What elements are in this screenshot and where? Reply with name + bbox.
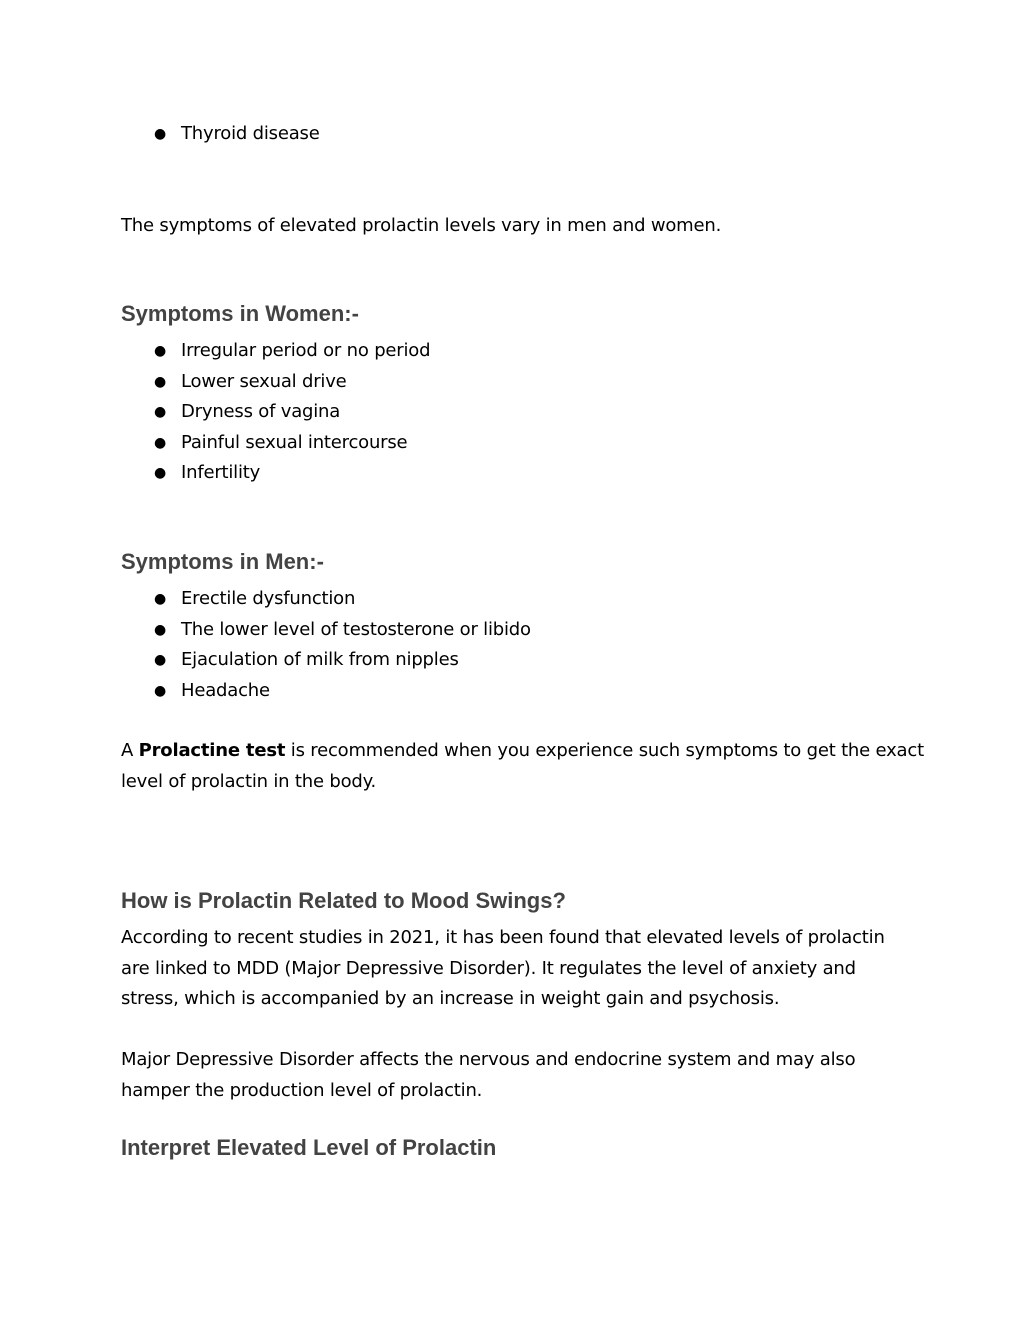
paragraph-line: are linked to MDD (Major Depressive Disorder). It regulates the level of anxiety and [121,957,856,979]
list-item-text: The lower level of testosterone or libido [181,618,531,640]
list-item-text: Thyroid disease [181,123,320,144]
bullet-icon: ● [154,373,167,390]
bullet-icon: ● [154,465,167,481]
paragraph-rest: is recommended when you experience such symptoms to get the exact [285,740,924,761]
list-item-text: Ejaculation of milk from nipples [181,649,459,670]
paragraph-prefix: A [121,740,139,761]
prolactin-test-paragraph [121,736,924,797]
list-item-text: Infertility [181,462,261,483]
mood-paragraph-1 [121,923,921,1015]
mood-paragraph-2 [121,1045,921,1106]
interpret-heading: Interpret Elevated Level of Prolactin [121,1135,497,1160]
bullet-icon: ● [154,682,167,699]
paragraph-line: According to recent studies in 2021, it has been found that elevated levels of prolactin [121,927,885,948]
bullet-icon: ● [154,404,167,420]
paragraph-line: level of prolactin in the body. [121,770,377,792]
bullet-icon: ● [154,621,167,638]
prolactin-test-term: Prolactine test [138,740,286,761]
list-item-text: Irregular period or no period [181,340,431,361]
list-item-text: Dryness of vagina [181,401,341,422]
list-item-text: Painful sexual intercourse [181,431,408,453]
paragraph-line: hamper the production level of prolactin. [121,1079,483,1101]
list-item-text: Headache [181,679,270,701]
bullet-icon: ● [154,126,167,142]
bullet-icon: ● [154,591,167,607]
bullet-icon: ● [154,652,167,668]
intro-paragraph [121,211,921,242]
women-symptoms-heading: Symptoms in Women:- [121,301,359,326]
list-item-text: Lower sexual drive [181,370,347,392]
mood-swings-heading: How is Prolactin Related to Mood Swings? [121,888,566,913]
paragraph-line: stress, which is accompanied by an increase in weight gain and psychosis. [121,988,780,1009]
men-symptoms-heading: Symptoms in Men:- [121,549,324,574]
bullet-icon: ● [154,343,167,359]
intro-text: The symptoms of elevated prolactin levels vary in men and women. [121,215,722,236]
paragraph-line: Major Depressive Disorder affects the nervous and endocrine system and may also [121,1049,856,1070]
paragraph-line [121,736,924,767]
bullet-icon: ● [154,434,167,451]
list-item-text: Erectile dysfunction [181,588,356,609]
